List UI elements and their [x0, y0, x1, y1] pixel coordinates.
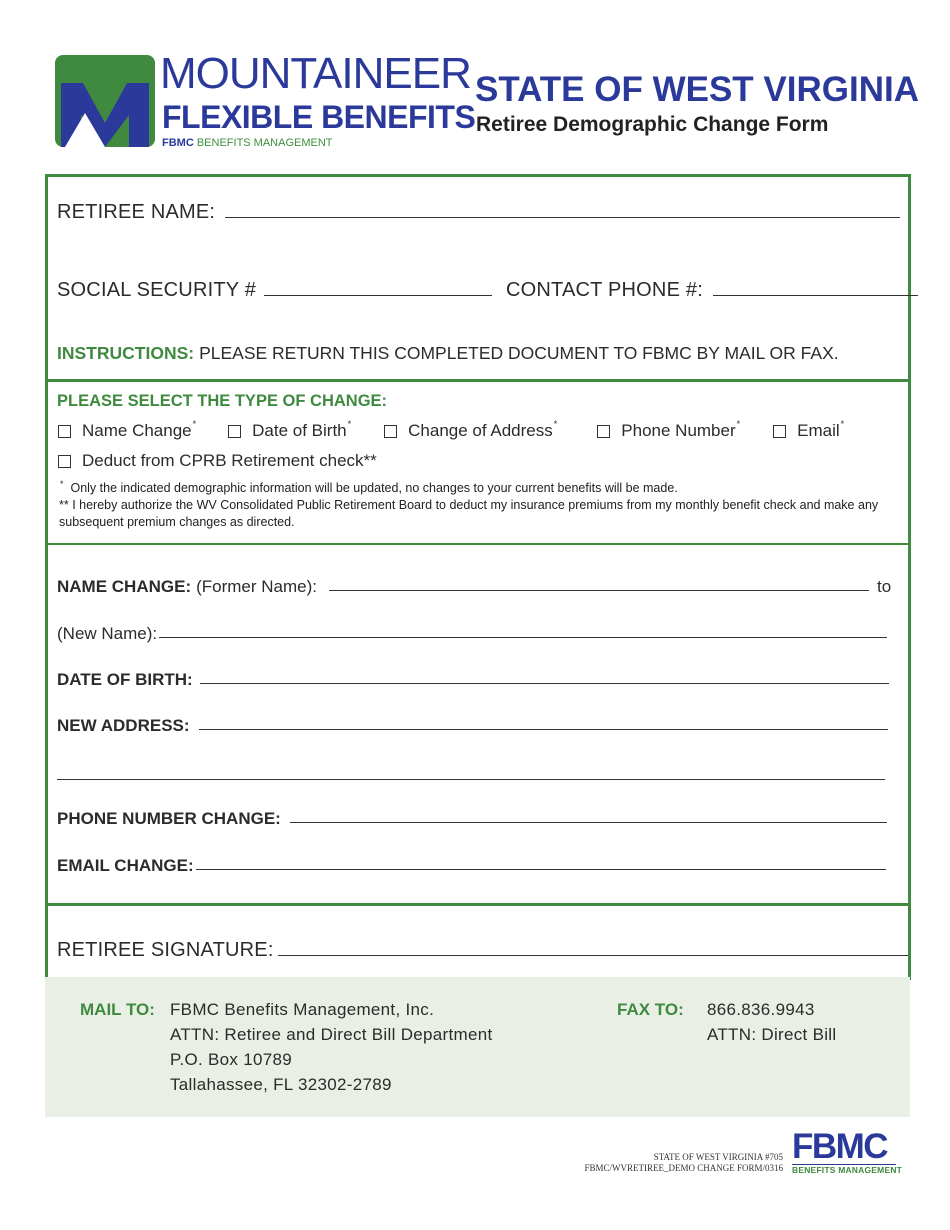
signature-field[interactable] — [278, 954, 908, 956]
phone-change-field[interactable] — [290, 821, 887, 823]
dob-field[interactable] — [200, 682, 889, 684]
contact-phone-field[interactable] — [713, 294, 918, 296]
option-email[interactable] — [773, 421, 844, 441]
new-address-line-2[interactable] — [57, 778, 885, 780]
fax-info — [707, 997, 836, 1047]
fbmc-logo-text: FBMC — [792, 1127, 888, 1166]
mailing-info-box — [45, 977, 910, 1117]
form-title: Retiree Demographic Change Form — [476, 113, 829, 136]
new-name-field[interactable] — [159, 636, 887, 638]
ssn-phone-row — [57, 279, 918, 302]
option-label: Name Change — [82, 421, 192, 440]
checkbox[interactable] — [384, 425, 397, 438]
former-name-label: (Former Name): — [196, 577, 318, 596]
mail-line: P.O. Box 10789 — [170, 1050, 293, 1069]
fax-attn: ATTN: Direct Bill — [707, 1025, 837, 1044]
ssn-label: SOCIAL SECURITY # — [57, 279, 257, 301]
form-code: FBMC/WVRETIREE_DEMO CHANGE FORM/0316 — [584, 1163, 783, 1173]
logo-line-flexible-benefits: FLEXIBLE BENEFITS — [162, 99, 476, 135]
signature-row — [57, 939, 908, 962]
form-number: STATE OF WEST VIRGINIA #705 — [653, 1152, 783, 1162]
contact-phone-label: CONTACT PHONE #: — [506, 279, 703, 301]
fax-number: 866.836.9943 — [707, 1000, 815, 1019]
checkbox[interactable] — [597, 425, 610, 438]
option-date-of-birth[interactable] — [228, 421, 351, 441]
mail-address — [170, 997, 493, 1097]
checkbox[interactable] — [58, 425, 71, 438]
retiree-name-label: RETIREE NAME: — [57, 201, 216, 223]
signature-label: RETIREE SIGNATURE: — [57, 939, 274, 961]
logo-fbmc-bold: FBMC — [162, 137, 194, 149]
change-type-heading: PLEASE SELECT THE TYPE OF CHANGE: — [57, 392, 388, 410]
fbmc-logo-sub: BENEFITS MANAGEMENT — [792, 1165, 903, 1175]
retiree-name-row — [57, 201, 900, 224]
instructions-row — [57, 343, 839, 364]
divider — [48, 379, 908, 382]
asterisk: * — [553, 419, 558, 429]
instructions-text: PLEASE RETURN THIS COMPLETED DOCUMENT TO FBMC BY MAIL OR FAX. — [199, 343, 839, 363]
option-deduct-cprb[interactable] — [58, 451, 377, 471]
mail-line: FBMC Benefits Management, Inc. — [170, 1000, 435, 1019]
email-change-label: EMAIL CHANGE: — [57, 856, 194, 875]
option-name-change[interactable] — [58, 421, 196, 441]
footnote-single-asterisk — [59, 480, 899, 498]
option-label: Email — [797, 421, 840, 440]
phone-change-row — [57, 809, 887, 829]
divider — [48, 903, 908, 906]
email-change-field[interactable] — [196, 868, 886, 870]
ssn-field[interactable] — [264, 294, 492, 296]
option-label: Change of Address — [408, 421, 553, 440]
dob-row — [57, 670, 889, 690]
logo-line-mountaineer: MOUNTAINEER — [160, 49, 471, 98]
mail-line: ATTN: Retiree and Direct Bill Department — [170, 1025, 493, 1044]
name-change-label: NAME CHANGE: — [57, 577, 192, 596]
retiree-name-field[interactable] — [225, 216, 900, 218]
instructions-label: INSTRUCTIONS: — [57, 343, 195, 363]
footnote-text: Only the indicated demographic information will be updated, no changes to your current benefits will be made. — [70, 481, 678, 495]
form-id — [584, 1152, 783, 1174]
mail-line: Tallahassee, FL 32302-2789 — [170, 1075, 392, 1094]
new-address-row — [57, 716, 888, 736]
divider — [48, 543, 908, 545]
footnote-double-asterisk: ** I hereby authorize the WV Consolidated Public Retirement Board to deduct my insurance premiums from my monthly benefit check and make any subsequent premium changes as directed. — [59, 498, 879, 529]
asterisk: * — [192, 419, 197, 429]
option-change-of-address[interactable] — [384, 421, 557, 441]
phone-change-label: PHONE NUMBER CHANGE: — [57, 809, 281, 828]
asterisk: * — [840, 419, 845, 429]
checkbox[interactable] — [58, 455, 71, 468]
form-frame — [45, 174, 911, 980]
asterisk: * — [347, 419, 352, 429]
fax-to-label: FAX TO: — [617, 1000, 684, 1019]
new-name-row — [57, 624, 887, 644]
asterisk: * — [60, 479, 64, 489]
new-address-label: NEW ADDRESS: — [57, 716, 190, 735]
state-title: STATE OF WEST VIRGINIA — [475, 70, 919, 109]
logo-benefits-management: BENEFITS MANAGEMENT — [196, 137, 333, 149]
mail-to-label: MAIL TO: — [80, 1000, 155, 1019]
change-type-options — [58, 421, 844, 441]
new-address-field[interactable] — [199, 728, 888, 730]
checkbox[interactable] — [228, 425, 241, 438]
former-name-field[interactable] — [329, 589, 869, 591]
fbmc-logo — [792, 1127, 903, 1176]
asterisk: * — [736, 419, 741, 429]
option-label: Date of Birth — [252, 421, 347, 440]
mountaineer-logo-icon — [55, 55, 155, 147]
deduct-option-row — [58, 451, 377, 471]
option-phone-number[interactable] — [597, 421, 740, 441]
dob-label: DATE OF BIRTH: — [57, 670, 193, 689]
name-change-row — [57, 577, 891, 597]
to-label: to — [877, 577, 892, 596]
new-name-label: (New Name): — [57, 624, 158, 643]
checkbox[interactable] — [773, 425, 786, 438]
email-change-row — [57, 856, 886, 876]
logo-line-fbmc — [162, 137, 333, 149]
option-label: Phone Number — [621, 421, 736, 440]
option-label: Deduct from CPRB Retirement check** — [82, 451, 377, 470]
